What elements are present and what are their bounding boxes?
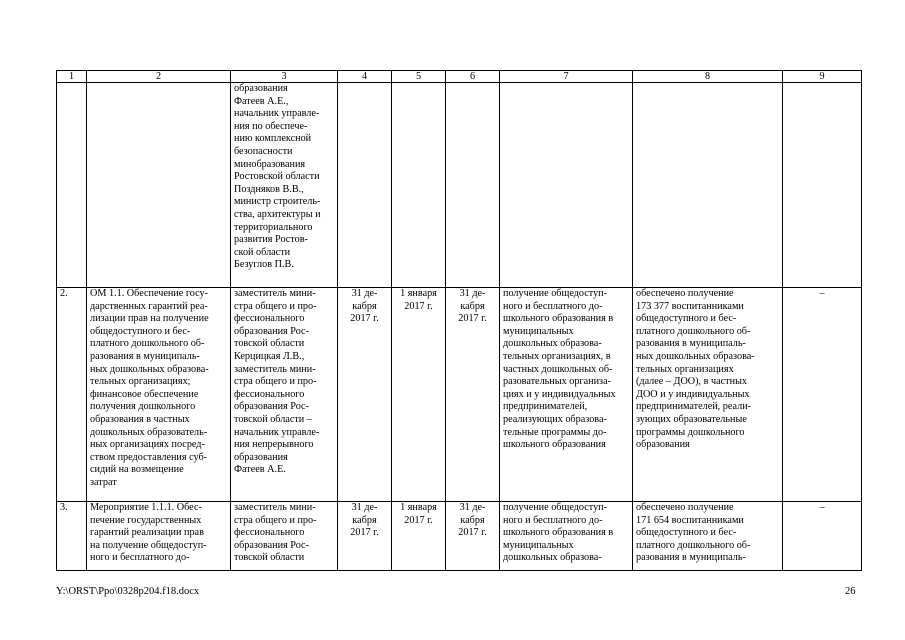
actual-result (633, 83, 783, 288)
problems: – (783, 288, 862, 502)
responsible-executor: заместитель мини- стра общего и про- фессионального образования Рос- товской области (231, 502, 338, 571)
column-number: 5 (392, 71, 446, 83)
measure-name: Мероприятие 1.1.1. Обес- печение государственных гарантий реализации прав на получение общедоступ- ного и бесплатного до- (87, 502, 231, 571)
row-number (57, 83, 87, 288)
expected-result (500, 83, 633, 288)
row-number: 3. (57, 502, 87, 571)
table-row (57, 502, 862, 571)
column-number-row (57, 71, 862, 83)
file-path: Y:\ORST\Ppo\0328p204.f18.docx (56, 586, 200, 597)
problems (783, 83, 862, 288)
expected-result: получение общедоступ- ного и бесплатного до- школьного образования в муниципальных дошкольных образова- (500, 502, 633, 571)
column-number: 3 (231, 71, 338, 83)
actual-result: обеспечено получение 171 654 воспитанниками общедоступного и бес- платного дошкольного об- разования в муниципаль- (633, 502, 783, 571)
responsible-executor: заместитель мини- стра общего и про- фессионального образования Рос- товской области Керцицкая Л.В., заместитель мини- стра общего и про- фессионального образования Рос- товской области – начальник управле- ния непрерывного образования Фатеев А.Е. (231, 288, 338, 502)
start-date: 31 де- кабря 2017 г. (338, 502, 392, 571)
actual-end-date (446, 83, 500, 288)
actual-end-date: 31 де- кабря 2017 г. (446, 288, 500, 502)
column-number: 8 (633, 71, 783, 83)
actual-result: обеспечено получение 173 377 воспитанниками общедоступного и бес- платного дошкольного об- разования в муниципаль- ных дошкольных образова- тельных организациях (далее – ДОО), в частных ДОО и у индивидуальных предпринимателей, реали- зующих образовательные программы дошкольного образования (633, 288, 783, 502)
planned-end-date: 1 января 2017 г. (392, 502, 446, 571)
problems: – (783, 502, 862, 571)
column-number: 4 (338, 71, 392, 83)
program-table (56, 70, 862, 571)
row-number: 2. (57, 288, 87, 502)
expected-result: получение общедоступ- ного и бесплатного до- школьного образования в муниципальных дошкольных образова- тельных организациях, в частных дошкольных об- разовательных организа- циях и у индивидуальных предпринимателей, реализующих образова- тельные программы до- школьного образования (500, 288, 633, 502)
planned-end-date (392, 83, 446, 288)
measure-name (87, 83, 231, 288)
start-date: 31 де- кабря 2017 г. (338, 288, 392, 502)
actual-end-date: 31 де- кабря 2017 г. (446, 502, 500, 571)
table-row (57, 288, 862, 502)
column-number: 1 (57, 71, 87, 83)
column-number: 7 (500, 71, 633, 83)
column-number: 6 (446, 71, 500, 83)
column-number: 2 (87, 71, 231, 83)
page-number: 26 (845, 586, 856, 597)
measure-name: ОМ 1.1. Обеспечение госу- дарственных гарантий реа- лизации прав на получение общедоступного и бес- платного дошкольного об- разования в муниципаль- ных дошкольных образова- тельных организациях; финансовое обеспечение получения дошкольного образования в частных дошкольных образователь- ных организациях посред- ством предоставления суб- сидий на возмещение затрат (87, 288, 231, 502)
planned-end-date: 1 января 2017 г. (392, 288, 446, 502)
start-date (338, 83, 392, 288)
responsible-executor: образования Фатеев А.Е., начальник управле- ния по обеспече- нию комплексной безопасности минобразования Ростовской области Поздняков В.В., министр строитель- ства, архитектуры и территориального развития Ростов- ской области Безуглов П.В. (231, 83, 338, 288)
table-row (57, 83, 862, 288)
column-number: 9 (783, 71, 862, 83)
